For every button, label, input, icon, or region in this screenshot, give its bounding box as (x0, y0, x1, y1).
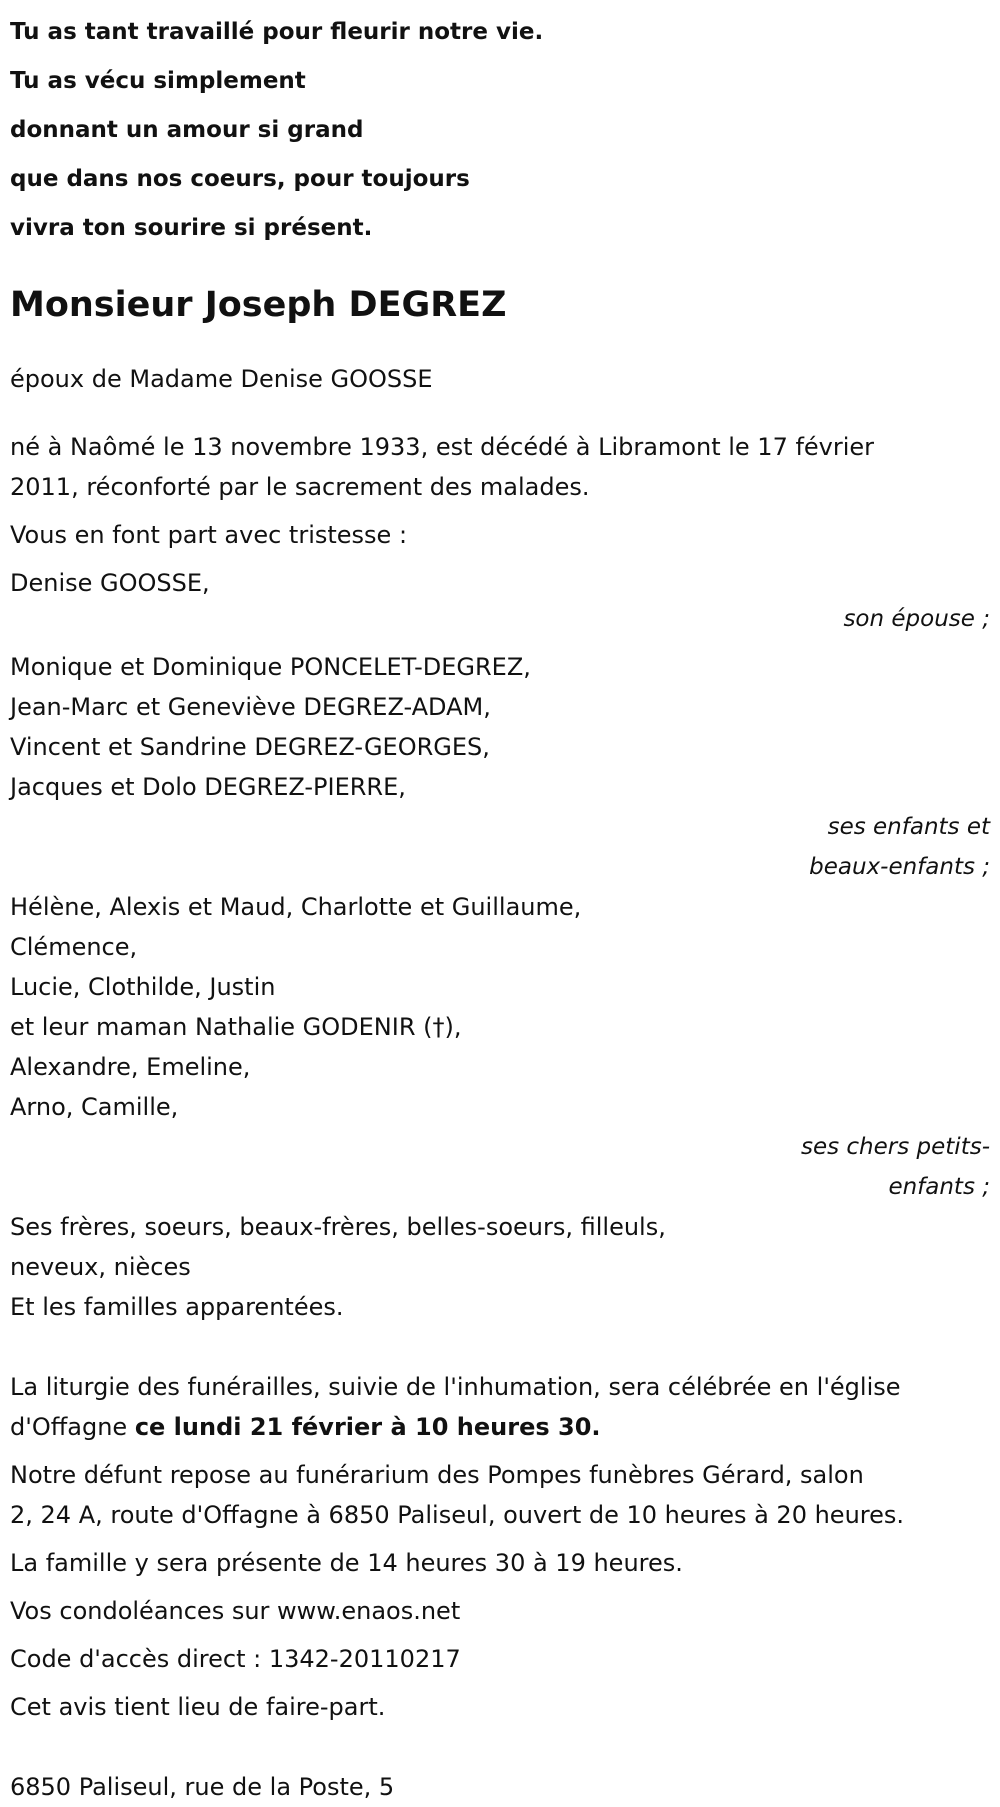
list-item: Lucie, Clothilde, Justin (10, 973, 276, 1001)
condolences-line: Vos condoléances sur www.enaos.net (10, 1597, 461, 1625)
repose-paragraph (10, 1455, 990, 1535)
spouse-line: époux de Madame Denise GOOSSE (10, 365, 433, 393)
repose-line: Notre défunt repose au funérarium des Pompes funèbres Gérard, salon (10, 1461, 864, 1489)
poem-line: Tu as vécu simplement (10, 68, 306, 94)
grandchildren-role-line: ses chers petits- (800, 1134, 990, 1160)
grandchildren-role (10, 1127, 990, 1207)
poem-line: Tu as tant travaillé pour fleurir notre vie. (10, 19, 544, 45)
poem-line: vivra ton sourire si présent. (10, 215, 373, 241)
spouse-name: Denise GOOSSE, (10, 569, 210, 597)
children-role-line: ses enfants et (827, 814, 990, 840)
list-item: et leur maman Nathalie GODENIR (†), (10, 1013, 462, 1041)
children-role-line: beaux-enfants ; (809, 854, 990, 880)
liturgy-line: La liturgie des funérailles, suivie de l'inhumation, sera célébrée en l'église (10, 1373, 901, 1401)
obituary-page (10, 0, 990, 1801)
family-list (10, 1207, 990, 1327)
list-item: Clémence, (10, 933, 138, 961)
poem (10, 8, 990, 253)
list-item: neveux, nièces (10, 1253, 191, 1281)
announcement-intro: Vous en font part avec tristesse : (10, 521, 408, 549)
list-item: Jacques et Dolo DEGREZ-PIERRE, (10, 773, 406, 801)
list-item: Et les familles apparentées. (10, 1293, 344, 1321)
address-line: 6850 Paliseul, rue de la Poste, 5 (10, 1773, 395, 1801)
poem-line: donnant un amour si grand (10, 117, 364, 143)
grandchildren-role-line: enfants ; (888, 1174, 990, 1200)
list-item: Hélène, Alexis et Maud, Charlotte et Guillaume, (10, 893, 582, 921)
list-item: Arno, Camille, (10, 1093, 179, 1121)
birth-death-paragraph (10, 427, 970, 507)
grandchildren-list (10, 887, 990, 1127)
poem-line: que dans nos coeurs, pour toujours (10, 166, 470, 192)
list-item: Vincent et Sandrine DEGREZ-GEORGES, (10, 733, 490, 761)
children-role (10, 807, 990, 887)
list-item: Monique et Dominique PONCELET-DEGREZ, (10, 653, 531, 681)
list-item: Ses frères, soeurs, beaux-frères, belles-soeurs, filleuls, (10, 1213, 666, 1241)
spouse-role: son épouse ; (843, 606, 990, 632)
list-item: Alexandre, Emeline, (10, 1053, 251, 1081)
children-list (10, 647, 990, 807)
birth-line: né à Naômé le 13 novembre 1933, est décédé à Libramont le 17 février (10, 433, 875, 461)
access-code: Code d'accès direct : 1342-20110217 (10, 1645, 461, 1673)
liturgy-paragraph (10, 1367, 990, 1447)
notice-line: Cet avis tient lieu de faire-part. (10, 1693, 386, 1721)
liturgy-line (10, 1407, 990, 1447)
deceased-name: Monsieur Joseph DEGREZ (10, 285, 507, 325)
funeral-date-time: ce lundi 21 février à 10 heures 30. (134, 1413, 601, 1441)
liturgy-church: d'Offagne (10, 1413, 135, 1441)
list-item: Jean-Marc et Geneviève DEGREZ-ADAM, (10, 693, 491, 721)
birth-line: 2011, réconforté par le sacrement des malades. (10, 473, 590, 501)
family-presence: La famille y sera présente de 14 heures 30 à 19 heures. (10, 1549, 683, 1577)
repose-line: 2, 24 A, route d'Offagne à 6850 Paliseul, ouvert de 10 heures à 20 heures. (10, 1501, 905, 1529)
